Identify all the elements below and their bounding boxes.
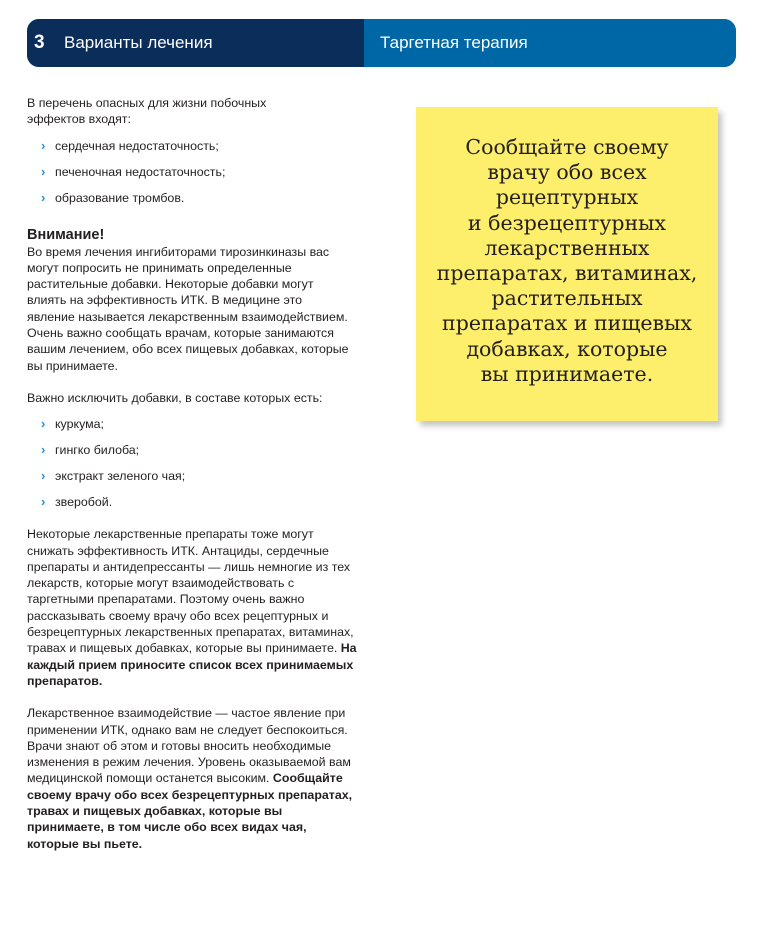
callout-text: Сообщайте своему врачу обо всех рецептурных и безрецептурных лекарственных препаратах, витаминах, растительных препаратах и пищевых добавках, которые вы принимаете.: [436, 134, 698, 386]
section-number: 3: [34, 32, 45, 53]
drugs-paragraph: Некоторые лекарственные препараты тоже могут снижать эффективность ИТК. Антациды, сердечные препараты и антидепрессанты — лишь немногие из тех лекарств, которые могут взаимодействовать с таргетными препаратами. Поэтому очень важно рассказывать своему врачу обо всех рецептурных и безрецептурных лекарственных препаратах, витаминах, травах и пищевых добавках, которые вы принимаете. На каждый прием приносите список всех принимаемых препаратов.: [27, 527, 357, 688]
interaction-bold-note: Сообщайте своему врачу обо всех безрецептурных препаратах, травах и пищевых добавках, которые вы принимаете, в том числе обо всех видах чая, которые вы пьете.: [27, 771, 353, 851]
chevron-right-icon: ›: [41, 442, 46, 458]
chevron-right-icon: ›: [41, 189, 46, 205]
main-text-column: [27, 95, 367, 852]
list-item: › сердечная недостаточность;: [41, 137, 219, 153]
exclude-intro: Важно исключить добавки, в составе которых есть:: [27, 390, 323, 405]
list-item: › экстракт зеленого чая;: [41, 468, 186, 484]
drugs-bold-note: На каждый прием приносите список всех принимаемых препаратов.: [27, 641, 357, 688]
list-item: › образование тромбов.: [41, 189, 185, 205]
warning-paragraph: Во время лечения ингибиторами тирозинкиназы вас могут попросить не принимать определенные растительные добавки. Некоторые добавки могут влиять на эффективность ИТК. В медицине это явление называется лекарственным взаимодействием. Очень важно сообщать врачам, которые занимаются вашим лечением, обо всех пищевых добавках, которые вы принимаете.: [27, 244, 349, 373]
supplements-list: [27, 416, 367, 520]
interaction-paragraph: Лекарственное взаимодействие — частое явление при применении ИТК, однако вам не следует беспокоиться. Врачи знают об этом и готовы вносить необходимые изменения в режим лечения. Уровень оказываемой вам медицинской помощи останется высоким. Сообщайте своему врачу обо всех безрецептурных препаратах, травах и пищевых добавках, которые вы принимаете, в том числе обо всех видах чая, которые вы пьете.: [27, 706, 353, 851]
section-header: [27, 19, 736, 67]
list-item: › гингко билоба;: [41, 442, 140, 458]
section-subtitle: Таргетная терапия: [364, 19, 736, 67]
chevron-right-icon: ›: [41, 494, 46, 510]
warning-heading: Внимание!: [27, 226, 105, 243]
list-item: › печеночная недостаточность;: [41, 163, 226, 179]
chevron-right-icon: ›: [41, 137, 46, 153]
chevron-right-icon: ›: [41, 163, 46, 179]
list-item: › куркума;: [41, 416, 104, 432]
list-item: › зверобой.: [41, 494, 113, 510]
side-effects-list: [27, 138, 367, 216]
chevron-right-icon: ›: [41, 468, 46, 484]
section-title: Варианты лечения: [64, 33, 213, 52]
section-header-left: [27, 19, 364, 67]
intro-paragraph: В перечень опасных для жизни побочных эффектов входят:: [27, 96, 267, 127]
callout-note: [416, 107, 718, 421]
chevron-right-icon: ›: [41, 416, 46, 432]
